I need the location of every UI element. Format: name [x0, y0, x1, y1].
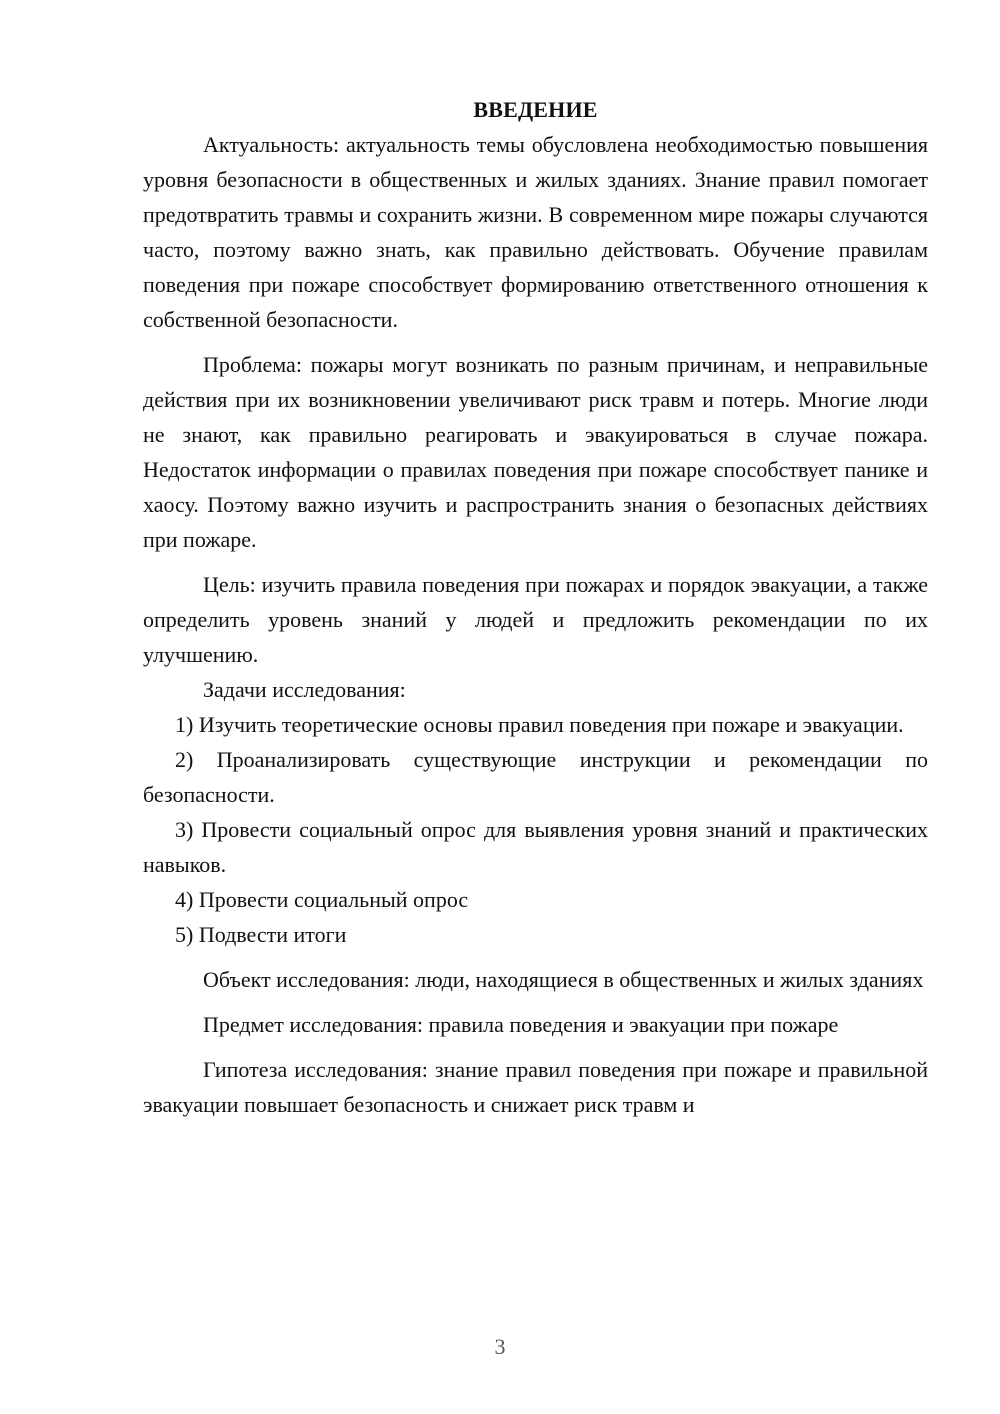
tasks-heading: Задачи исследования:: [203, 677, 406, 702]
task-item-5: 5) Подвести итоги: [175, 922, 347, 947]
paragraph-goal: Цель: изучить правила поведения при пожарах и порядок эвакуации, а также определить уровень знаний у людей и предложить рекомендации по их улучшению.: [143, 572, 928, 667]
document-page: [143, 92, 928, 1122]
paragraph-hypothesis: Гипотеза исследования: знание правил поведения при пожаре и правильной эвакуации повышает безопасность и снижает риск травм и: [143, 1057, 928, 1117]
task-item-2: 2) Проанализировать существующие инструкции и рекомендации по безопасности.: [143, 747, 928, 807]
paragraph-relevance: Актуальность: актуальность темы обусловлена необходимостью повышения уровня безопасности в общественных и жилых зданиях. Знание правил помогает предотвратить травмы и сохранить жизни. В современном мире пожары случаются часто, поэтому важно знать, как правильно действовать. Обучение правилам поведения при пожаре способствует формированию ответственного отношения к собственной безопасности.: [143, 132, 928, 332]
page-title: ВВЕДЕНИЕ: [473, 97, 598, 122]
task-item-4: 4) Провести социальный опрос: [175, 887, 469, 912]
paragraph-object: Объект исследования: люди, находящиеся в общественных и жилых зданиях: [203, 967, 924, 992]
task-item-3: 3) Провести социальный опрос для выявления уровня знаний и практических навыков.: [143, 817, 928, 877]
page-number: 3: [494, 1334, 506, 1359]
task-item-1: 1) Изучить теоретические основы правил поведения при пожаре и эвакуации.: [175, 712, 904, 737]
paragraph-problem: Проблема: пожары могут возникать по разным причинам, и неправильные действия при их возникновении увеличивают риск травм и потерь. Многие люди не знают, как правильно реагировать и эвакуироваться в случае пожара. Недостаток информации о правилах поведения при пожаре способствует панике и хаосу. Поэтому важно изучить и распространить знания о безопасных действиях при пожаре.: [143, 352, 928, 552]
paragraph-subject: Предмет исследования: правила поведения и эвакуации при пожаре: [203, 1012, 839, 1037]
